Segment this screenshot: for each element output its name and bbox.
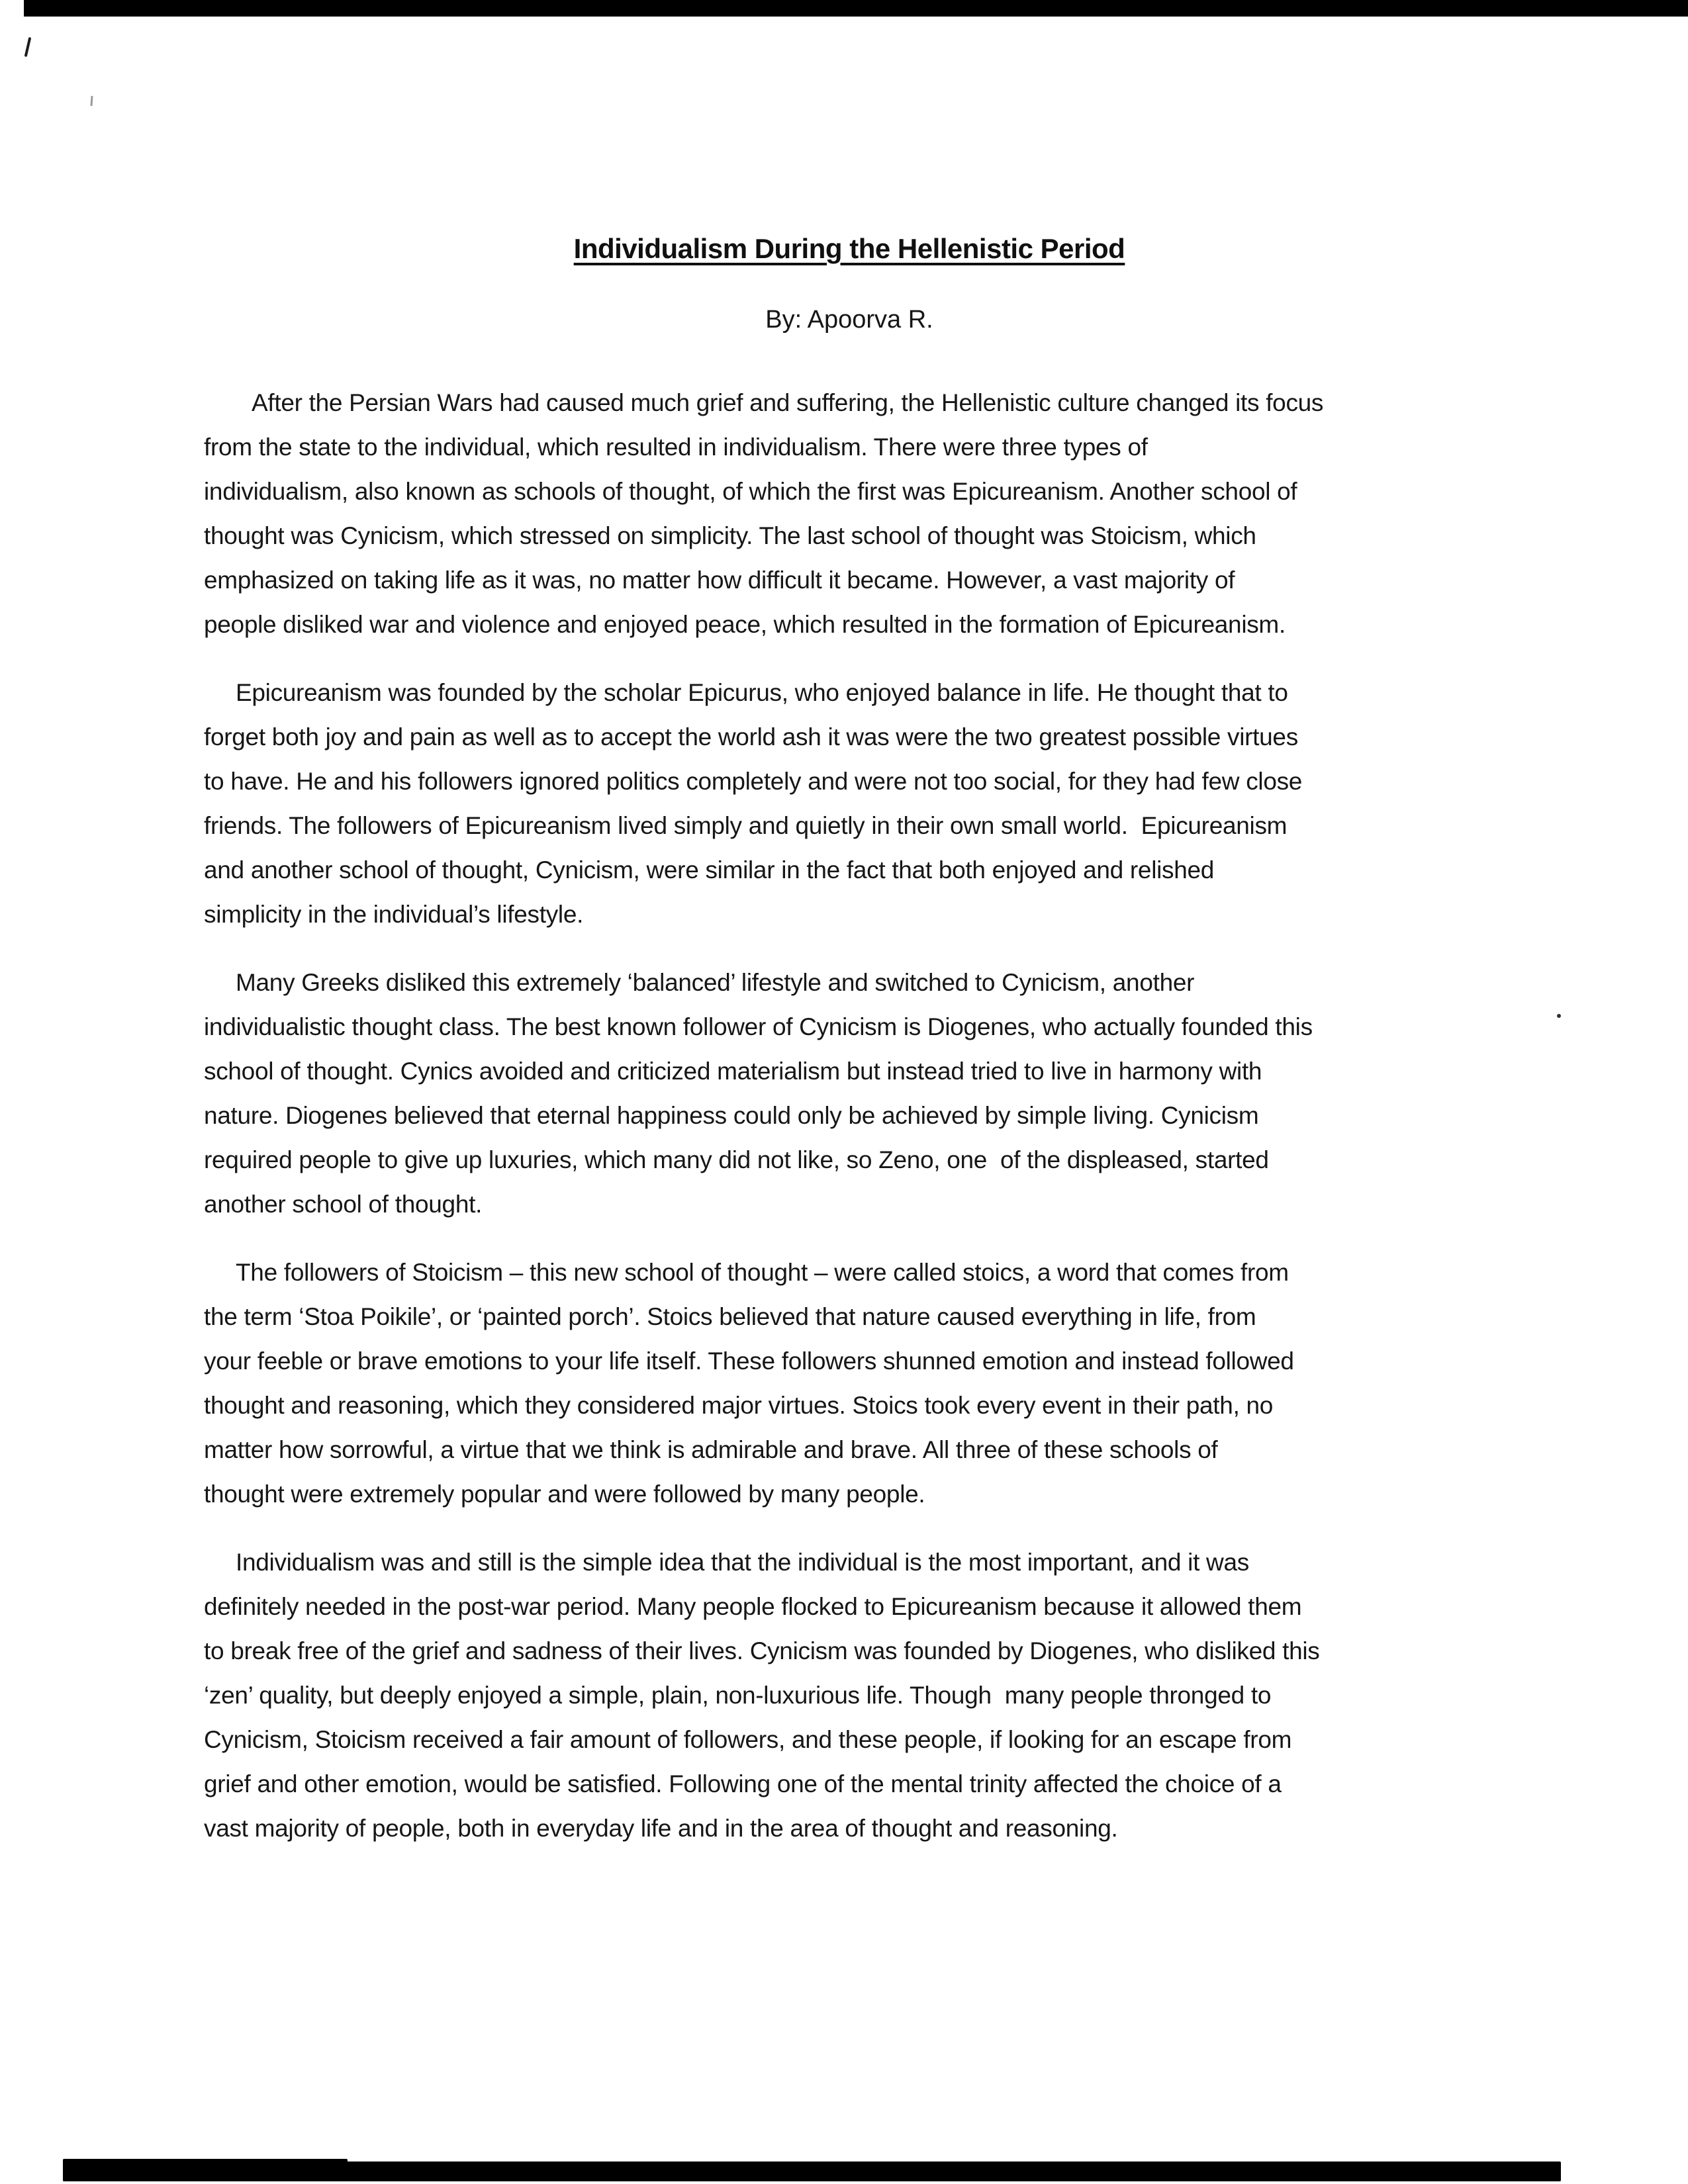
body-line: individualistic thought class. The best known follower of Cynicism is Diogenes, who actually founded this bbox=[204, 1013, 1313, 1040]
body-line: the term ‘Stoa Poikile’, or ‘painted porch’. Stoics believed that nature caused everything in life, from bbox=[204, 1303, 1256, 1330]
body-line: The followers of Stoicism – this new school of thought – were called stoics, a word that comes from bbox=[236, 1259, 1289, 1286]
body-line: thought were extremely popular and were followed by many people. bbox=[204, 1480, 925, 1508]
body-line: grief and other emotion, would be satisfied. Following one of the mental trinity affected the choice of a bbox=[204, 1770, 1282, 1797]
body-line: After the Persian Wars had caused much grief and suffering, the Hellenistic culture changed its focus bbox=[252, 389, 1324, 416]
scan-artifact-top-bar bbox=[24, 0, 1688, 17]
body-line: school of thought. Cynics avoided and criticized materialism but instead tried to live in harmony with bbox=[204, 1058, 1262, 1085]
body-line: thought and reasoning, which they considered major virtues. Stoics took every event in their path, no bbox=[204, 1392, 1274, 1419]
body-line: matter how sorrowful, a virtue that we think is admirable and brave. All three of these schools of bbox=[204, 1436, 1218, 1463]
body-line: required people to give up luxuries, which many did not like, so Zeno, one of the displeased, started bbox=[204, 1146, 1269, 1173]
body-line: another school of thought. bbox=[204, 1191, 483, 1218]
paragraph bbox=[204, 1540, 1495, 1850]
body-line: Individualism was and still is the simple idea that the individual is the most important, and it was bbox=[236, 1549, 1249, 1576]
body-line: individualism, also known as schools of thought, of which the first was Epicureanism. Another school of bbox=[204, 478, 1297, 505]
paragraph bbox=[204, 381, 1495, 647]
scan-artifact-slash-mark bbox=[24, 37, 32, 57]
scan-artifact-dot bbox=[1557, 1014, 1561, 1018]
body-line: nature. Diogenes believed that eternal happiness could only be achieved by simple living. Cynicism bbox=[204, 1102, 1259, 1129]
paragraph bbox=[204, 670, 1495, 936]
body-line: to break free of the grief and sadness of their lives. Cynicism was founded by Diogenes, who disliked this bbox=[204, 1637, 1320, 1664]
body-line: to have. He and his followers ignored politics completely and were not too social, for they had few close bbox=[204, 768, 1303, 795]
body-line: vast majority of people, both in everyday life and in the area of thought and reasoning. bbox=[204, 1815, 1118, 1842]
body-line: definitely needed in the post-war period. Many people flocked to Epicureanism because it allowed them bbox=[204, 1593, 1302, 1620]
body-line: friends. The followers of Epicureanism lived simply and quietly in their own small world. Epicureanism bbox=[204, 812, 1288, 839]
body-line: ‘zen’ quality, but deeply enjoyed a simple, plain, non-luxurious life. Though many people thronged to bbox=[204, 1682, 1272, 1709]
paragraph bbox=[204, 960, 1495, 1226]
paragraph bbox=[204, 1250, 1495, 1516]
essay-title: Individualism During the Hellenistic Period bbox=[573, 233, 1125, 264]
body-line: simplicity in the individual’s lifestyle. bbox=[204, 901, 584, 928]
body-line: thought was Cynicism, which stressed on simplicity. The last school of thought was Stoicism, which bbox=[204, 522, 1256, 549]
body-line: forget both joy and pain as well as to accept the world ash it was were the two greatest possible virtues bbox=[204, 723, 1298, 751]
body-line: people disliked war and violence and enjoyed peace, which resulted in the formation of Epicureanism. bbox=[204, 611, 1286, 638]
essay-body bbox=[204, 381, 1495, 1874]
body-line: Epicureanism was founded by the scholar Epicurus, who enjoyed balance in life. He thought that to bbox=[236, 679, 1288, 706]
body-line: Many Greeks disliked this extremely ‘balanced’ lifestyle and switched to Cynicism, another bbox=[236, 969, 1195, 996]
body-line: Cynicism, Stoicism received a fair amount of followers, and these people, if looking for an escape from bbox=[204, 1726, 1292, 1753]
scan-artifact-tick-mark bbox=[90, 96, 93, 106]
body-line: your feeble or brave emotions to your life itself. These followers shunned emotion and instead followed bbox=[204, 1347, 1294, 1375]
essay-byline: By: Apoorva R. bbox=[765, 306, 933, 334]
scan-artifact-bottom-bar-left bbox=[63, 2159, 348, 2181]
body-line: emphasized on taking life as it was, no matter how difficult it became. However, a vast majority of bbox=[204, 567, 1235, 594]
body-line: and another school of thought, Cynicism, were similar in the fact that both enjoyed and relished bbox=[204, 856, 1215, 884]
body-line: from the state to the individual, which resulted in individualism. There were three types of bbox=[204, 433, 1148, 461]
